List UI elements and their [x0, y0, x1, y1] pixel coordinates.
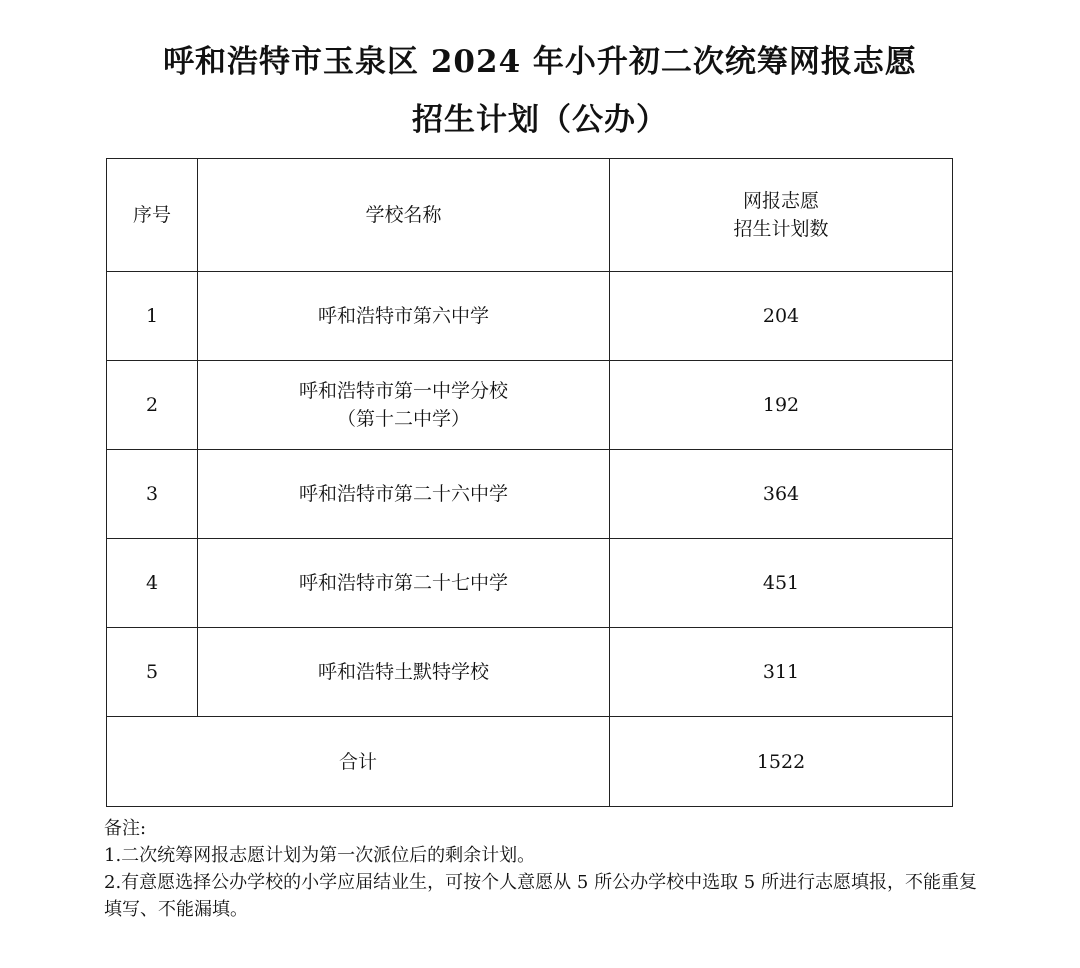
row-school-alias: （第十二中学） [336, 408, 470, 430]
notes-heading: 备注: [104, 818, 147, 839]
table-row [107, 539, 953, 628]
enrollment-plan-table [106, 158, 953, 807]
table-total-row [107, 717, 953, 807]
table-header-row [107, 159, 953, 272]
row-quota: 364 [610, 450, 953, 539]
table-row [107, 272, 953, 361]
row-index: 1 [107, 272, 198, 361]
table-row [107, 361, 953, 450]
header-quota-line2: 招生计划数 [733, 218, 829, 240]
document-subtitle: 招生计划（公办） [412, 102, 668, 138]
header-quota [610, 159, 953, 272]
note-item: 2.有意愿选择公办学校的小学应届结业生，可按个人意愿从 5 所公办学校中选取 5 所进行志愿填报，不能重复填写、不能漏填。 [104, 872, 977, 920]
row-index: 4 [107, 539, 198, 628]
total-label: 合计 [107, 717, 610, 807]
row-index: 3 [107, 450, 198, 539]
document-title: 呼和浩特市玉泉区 2024 年小升初二次统筹网报志愿 [163, 44, 917, 80]
row-quota: 451 [610, 539, 953, 628]
table-row [107, 450, 953, 539]
header-quota-line1: 网报志愿 [742, 190, 819, 212]
row-school-name: 呼和浩特市第二十七中学 [198, 539, 610, 628]
table-row [107, 628, 953, 717]
row-school-name: 呼和浩特市第六中学 [198, 272, 610, 361]
header-index: 序号 [107, 159, 198, 272]
row-school-name: 呼和浩特土默特学校 [198, 628, 610, 717]
row-school-name: 呼和浩特市第一中学分校 [298, 380, 508, 402]
row-quota: 192 [610, 361, 953, 450]
row-index: 5 [107, 628, 198, 717]
total-quota: 1522 [610, 717, 953, 807]
header-school-name: 学校名称 [198, 159, 610, 272]
row-school-name-cell [198, 361, 610, 450]
row-quota: 204 [610, 272, 953, 361]
row-quota: 311 [610, 628, 953, 717]
row-school-name: 呼和浩特市第二十六中学 [198, 450, 610, 539]
note-item: 1.二次统筹网报志愿计划为第一次派位后的剩余计划。 [104, 845, 536, 866]
row-index: 2 [107, 361, 198, 450]
notes-section [104, 815, 984, 923]
